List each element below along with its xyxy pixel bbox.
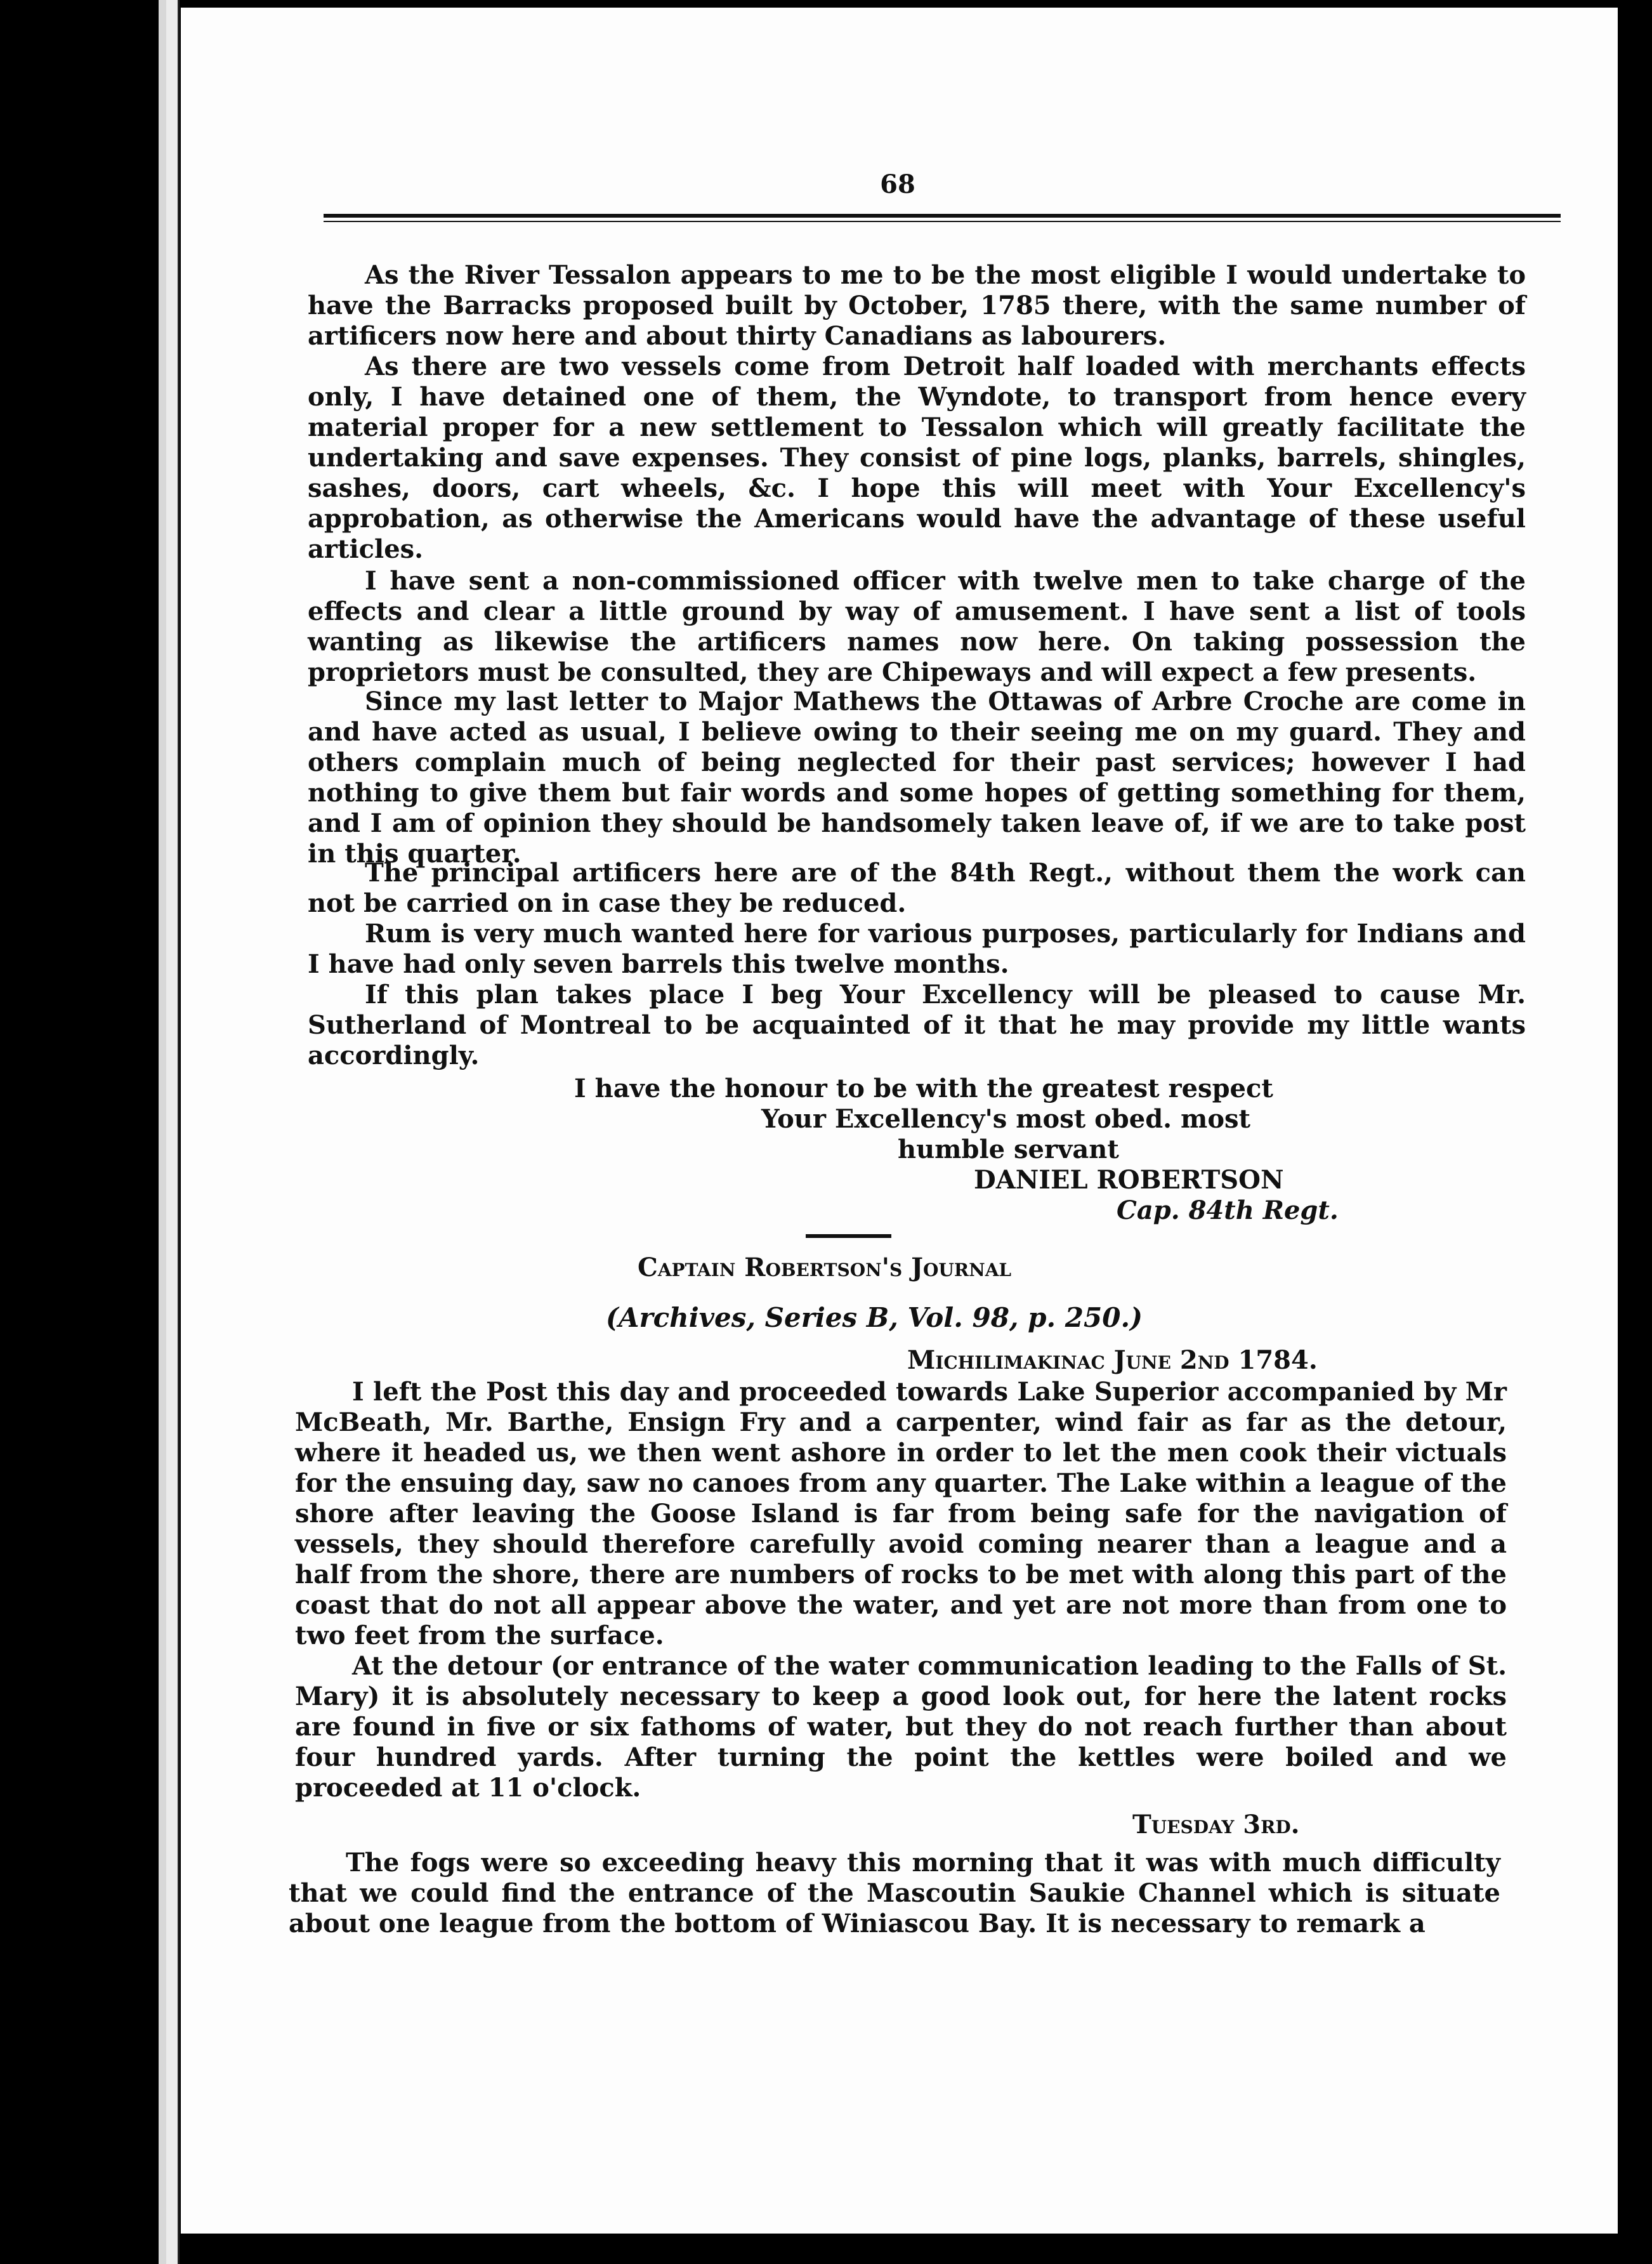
letter-paragraph: As there are two vessels come from Detroit half loaded with merchants effects only, I have detained one of them, the Wyndote, to transport from hence every material proper for a new settlement to Tessalon which will greatly facilitate the undertaking and save expenses. They consist of pine logs, planks, barrels, shingles, sashes, doors, cart wheels, &c. I hope this will meet with Your Excellency's approbation, as otherwise the Americans would have the advantage of these useful articles.: [308, 352, 1526, 564]
header-rule: [324, 214, 1561, 218]
journal-paragraph: I left the Post this day and proceeded towards Lake Superior accompanied by Mr McBeath, Mr. Barthe, Ensign Fry and a carpenter, wind fair as far as the detour, where it headed us, we then went ashore in order to let the men cook their victuals for the ensuing day, saw no canoes from any quarter. The Lake within a league of the shore after leaving the Goose Island is far from being safe for the navigation of vessels, they should therefore carefully avoid coming nearer than a league and a half from the shore, there are numbers of rocks to be met with along this part of the coast that do not all appear above the water, and yet are not more than from one to two feet from the surface.: [295, 1377, 1507, 1650]
closing-line: humble servant: [898, 1135, 1119, 1164]
closing-line: I have the honour to be with the greatest respect: [574, 1074, 1273, 1103]
signature-name: DANIEL ROBERTSON: [974, 1165, 1284, 1195]
journal-paragraph: The fogs were so exceeding heavy this morning that it was with much difficulty that we could find the entrance of the Mascoutin Saukie Channel which is situate about one league from the bottom of Winiascou Bay. It is necessary to remark a: [289, 1848, 1500, 1938]
journal-paragraph: At the detour (or entrance of the water communication leading to the Falls of St. Mary) it is absolutely necessary to keep a good look out, for here the latent rocks are found in five or six fathoms of water, but they do not reach further than about four hundred yards. After turning the point the kettles were boiled and we proceeded at 11 o'clock.: [295, 1651, 1507, 1803]
signature-title: Cap. 84th Regt.: [1117, 1195, 1339, 1225]
section-divider: [806, 1234, 891, 1238]
journal-heading: Captain Robertson's Journal: [638, 1253, 1012, 1282]
journal-source: (Archives, Series B, Vol. 98, p. 250.): [606, 1302, 1143, 1333]
page-number: 68: [880, 169, 915, 199]
page-edge: [166, 0, 180, 2264]
journal-dateline: Michilimakinac June 2nd 1784.: [907, 1345, 1318, 1375]
letter-paragraph: As the River Tessalon appears to me to be the most eligible I would undertake to have the Barracks proposed built by October, 1785 there, with the same number of artificers now here and about thirty Canadians as labourers.: [308, 260, 1526, 351]
letter-paragraph: Since my last letter to Major Mathews the Ottawas of Arbre Croche are come in and have acted as usual, I believe owing to their seeing me on my guard. They and others complain much of being neglected for their past services; however I had nothing to give them but fair words and some hopes of getting something for them, and I am of opinion they should be handsomely taken leave of, if we are to take post in this quarter.: [308, 687, 1526, 869]
letter-paragraph: I have sent a non-commissioned officer with twelve men to take charge of the effects and clear a little ground by way of amusement. I have sent a list of tools wanting as likewise the artificers names now here. On taking possession the proprietors must be consulted, they are Chipeways and will expect a few presents.: [308, 566, 1526, 687]
closing-line: Your Excellency's most obed. most: [761, 1104, 1251, 1134]
letter-paragraph: If this plan takes place I beg Your Excellency will be pleased to cause Mr. Sutherland of Montreal to be acquainted of it that he may provide my little wants accordingly.: [308, 980, 1526, 1070]
day-heading: Tuesday 3rd.: [1132, 1810, 1300, 1840]
letter-paragraph: Rum is very much wanted here for various purposes, particularly for Indians and I have had only seven barrels this twelve months.: [308, 919, 1526, 979]
header-rule-thin: [324, 221, 1561, 222]
letter-paragraph: The principal artificers here are of the 84th Regt., without them the work can not be carried on in case they be reduced.: [308, 858, 1526, 918]
book-page: [181, 8, 1618, 2234]
